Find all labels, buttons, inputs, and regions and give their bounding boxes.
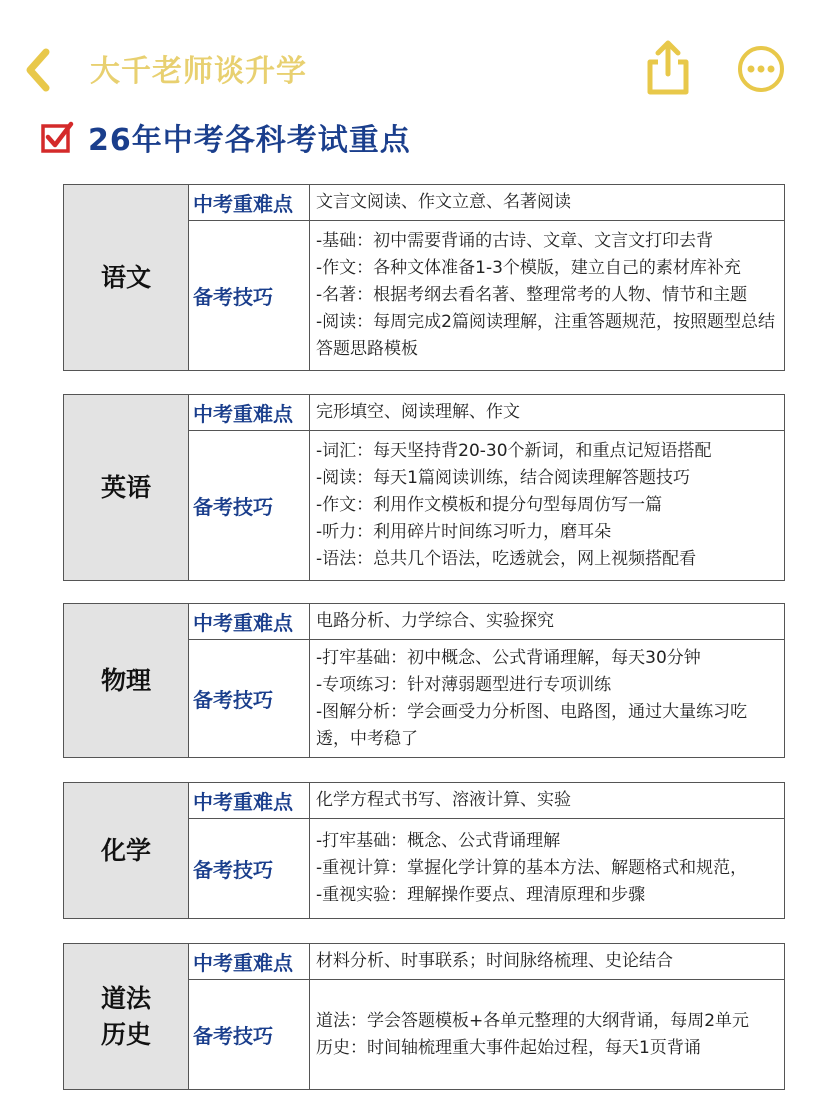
key-points-text: 完形填空、阅读理解、作文: [310, 395, 785, 431]
tip-line: 历史：时间轴梳理重大事件起始过程，每天1页背诵: [316, 1037, 701, 1058]
tip-line: 道法：学会答题模板+各单元整理的大纲背诵，每周2单元: [316, 1010, 750, 1031]
tips-label: 备考技巧: [189, 221, 310, 371]
key-points-label: 中考重难点: [189, 604, 310, 640]
tips-cell: [310, 640, 785, 758]
key-points-text: 文言文阅读、作文立意、名著阅读: [310, 185, 785, 221]
tip-line: -图解分析：学会画受力分析图、电路图，通过大量练习吃透，中考稳了: [316, 701, 748, 749]
tip-line: -打牢基础：概念、公式背诵理解: [316, 831, 561, 851]
key-points-label: 中考重难点: [189, 944, 310, 980]
subject-table-chemistry: [63, 782, 785, 919]
subject-name-line: 道法: [100, 983, 151, 1013]
tip-line: -重视计算：掌握化学计算的基本方法、解题格式和规范，: [316, 858, 748, 878]
tip-line: -阅读：每天1篇阅读训练，结合阅读理解答题技巧: [316, 468, 690, 488]
key-points-text: 电路分析、力学综合、实验探究: [310, 604, 785, 640]
tip-line: -听力：利用碎片时间练习听力，磨耳朵: [316, 522, 612, 542]
tips-cell: [310, 819, 785, 919]
doc-title: 26年中考各科考试重点: [88, 123, 411, 158]
tips-cell: [310, 980, 785, 1090]
back-chevron-icon[interactable]: [18, 44, 58, 96]
key-points-label: 中考重难点: [189, 395, 310, 431]
doc-title-row: [40, 114, 411, 160]
key-points-label: 中考重难点: [189, 185, 310, 221]
tip-line: -词汇：每天坚持背20-30个新词，和重点记短语搭配: [316, 441, 712, 461]
tip-line: -作文：各种文体准备1-3个模版，建立自己的素材库补充: [316, 258, 741, 278]
tip-line: -作文：利用作文模板和提分句型每周仿写一篇: [316, 495, 663, 515]
subject-table-chinese: [63, 184, 785, 371]
subject-name: [64, 944, 189, 1090]
tips-cell: [310, 431, 785, 581]
tips-label: 备考技巧: [189, 431, 310, 581]
key-points-text: 材料分析、时事联系；时间脉络梳理、史论结合: [310, 944, 785, 980]
subject-name-line: 历史: [100, 1019, 151, 1049]
more-icon[interactable]: [736, 44, 786, 94]
tips-cell: [310, 221, 785, 371]
tips-label: 备考技巧: [189, 980, 310, 1090]
tip-line: -打牢基础：初中概念、公式背诵理解，每天30分钟: [316, 647, 701, 668]
tip-line: -重视实验：理解操作要点、理清原理和步骤: [316, 885, 646, 905]
tip-line: -名著：根据考纲去看名著、整理常考的人物、情节和主题: [316, 285, 748, 305]
tip-line: -阅读：每周完成2篇阅读理解，注重答题规范，按照题型总结答题思路模板: [316, 312, 775, 359]
tip-line: -语法：总共几个语法，吃透就会，网上视频搭配看: [316, 549, 697, 569]
key-points-label: 中考重难点: [189, 783, 310, 819]
subject-name: 英语: [64, 395, 189, 581]
subject-name: 语文: [64, 185, 189, 371]
tips-label: 备考技巧: [189, 640, 310, 758]
share-icon[interactable]: [642, 38, 694, 96]
tip-line: -基础：初中需要背诵的古诗、文章、文言文打印去背: [316, 231, 714, 251]
subject-name: 物理: [64, 604, 189, 758]
checkbox-checked-icon: [40, 120, 74, 154]
subject-table-morality-history: [63, 943, 785, 1090]
nav-title: 大千老师谈升学: [90, 54, 307, 89]
key-points-text: 化学方程式书写、溶液计算、实验: [310, 783, 785, 819]
top-nav-bar: [0, 0, 828, 120]
tips-label: 备考技巧: [189, 819, 310, 919]
subject-name: 化学: [64, 783, 189, 919]
subject-table-english: [63, 394, 785, 581]
tip-line: -专项练习：针对薄弱题型进行专项训练: [316, 674, 612, 695]
subject-table-physics: [63, 603, 785, 758]
